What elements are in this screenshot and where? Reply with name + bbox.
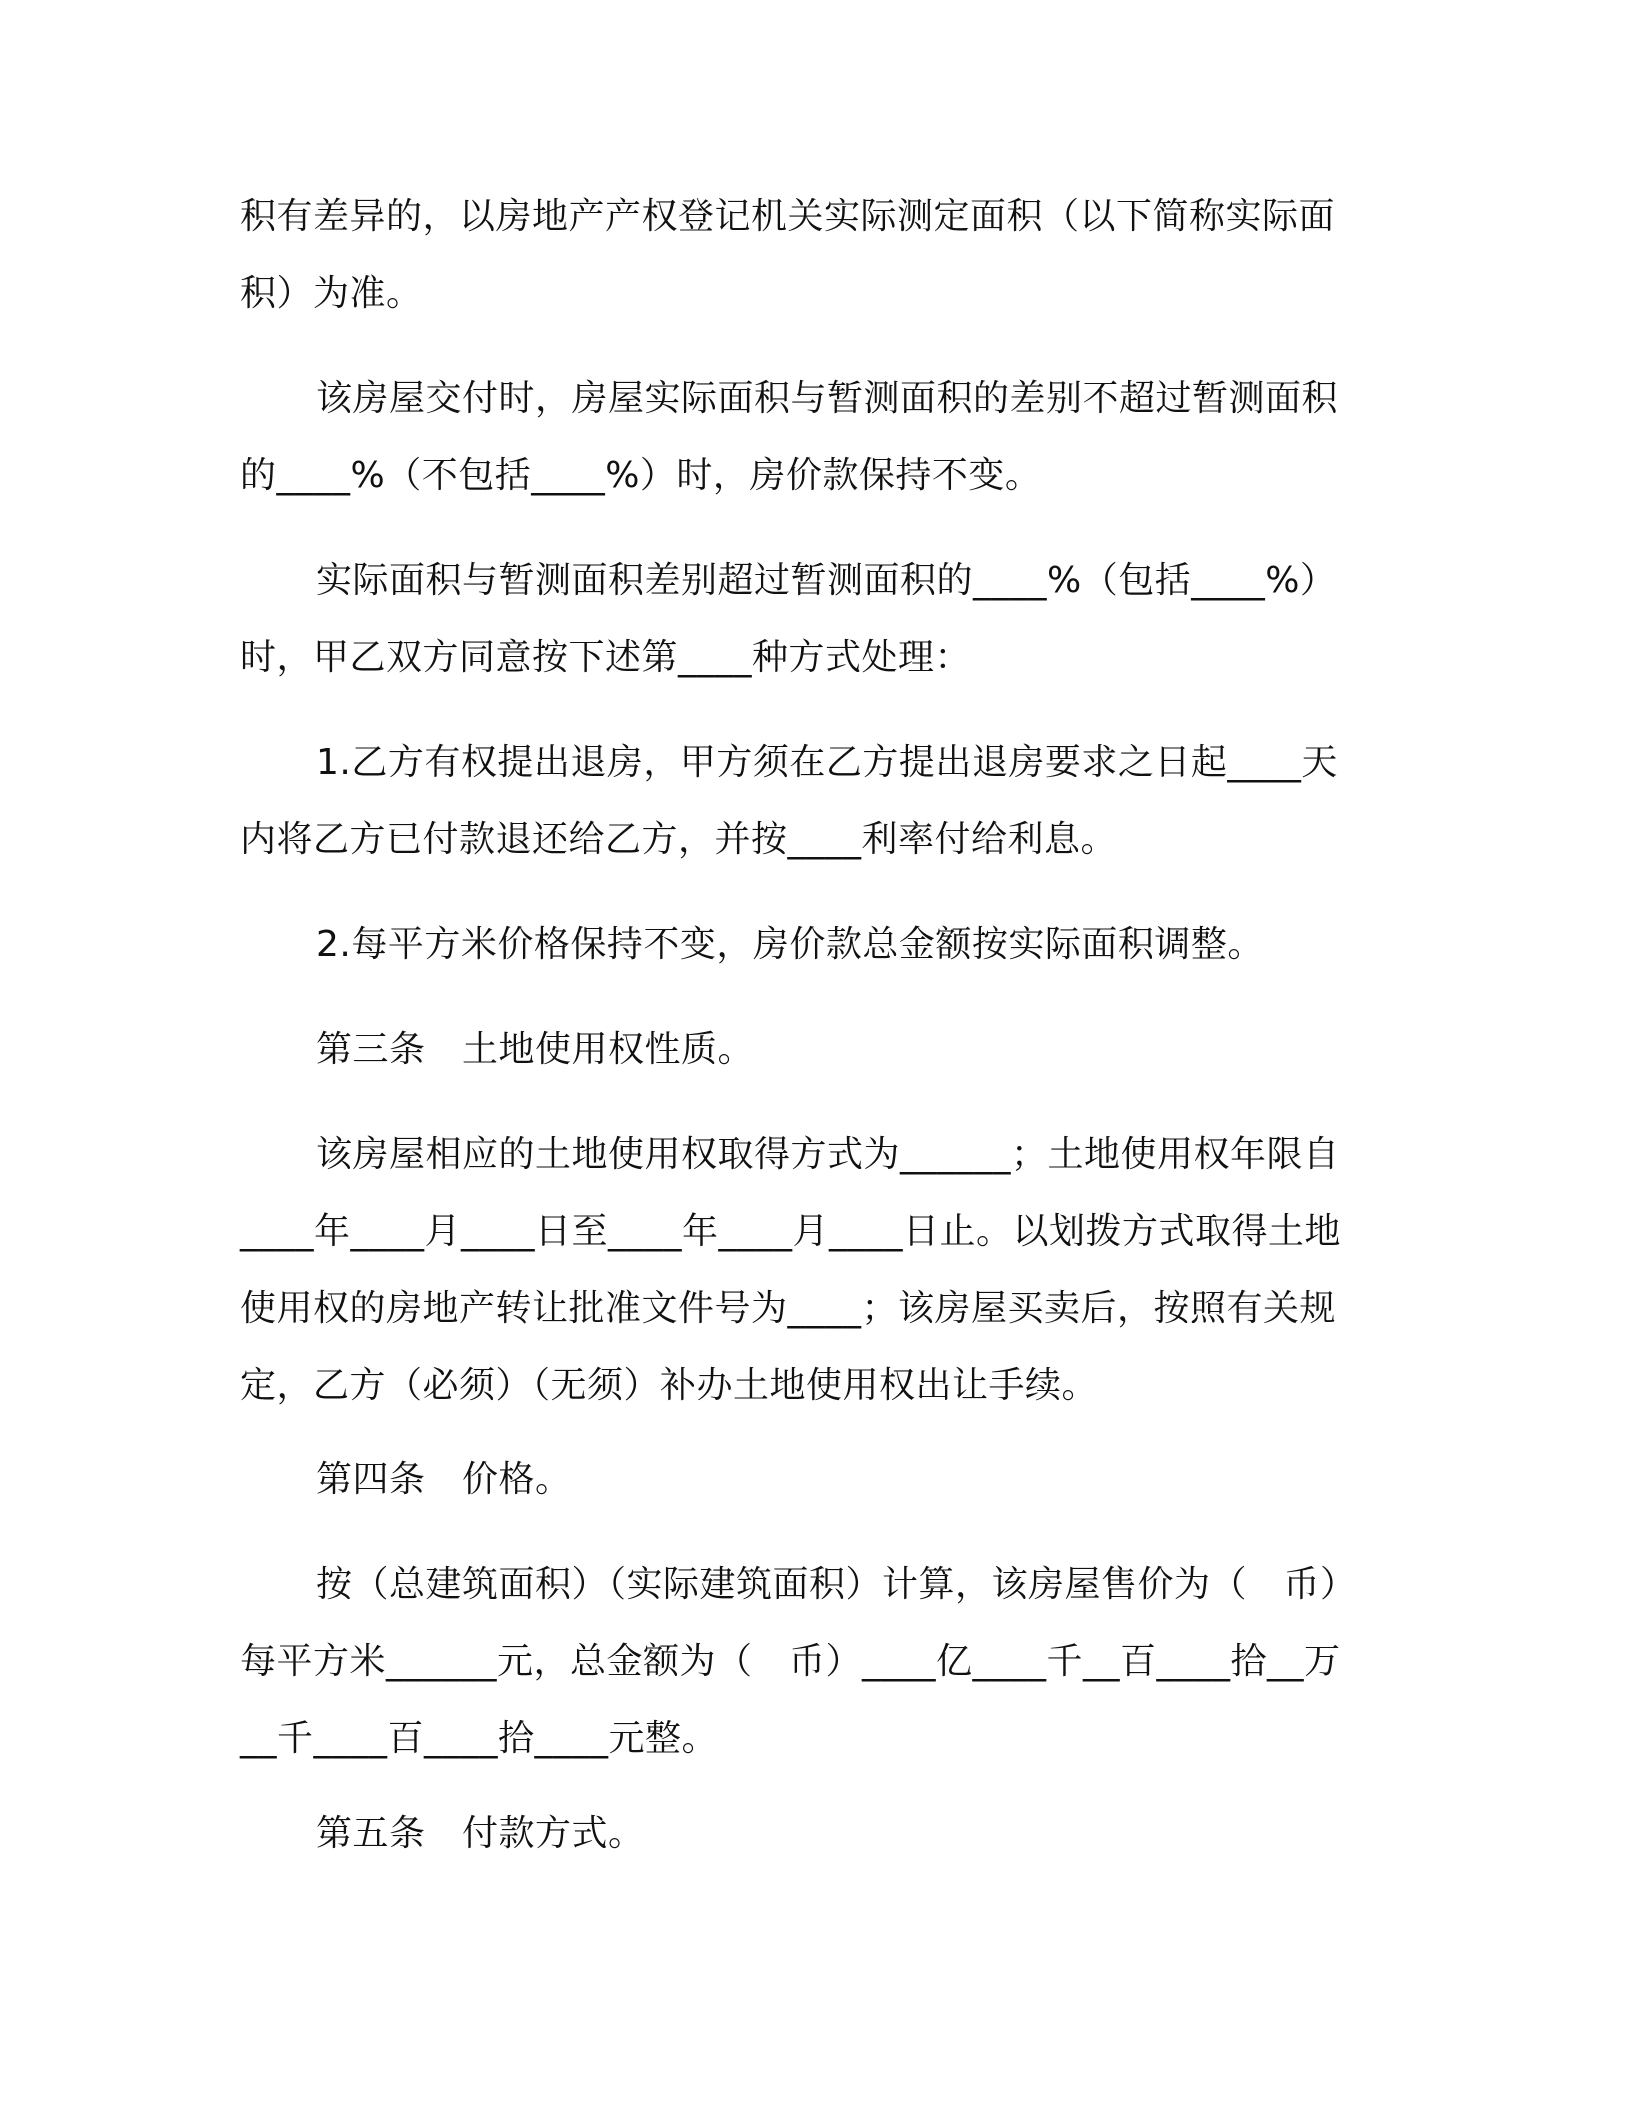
paragraph-area-measurement — [240, 178, 1380, 332]
article-5-heading — [240, 1795, 1380, 1872]
paragraph-option-1 — [240, 724, 1380, 878]
paragraph-option-2 — [240, 906, 1380, 983]
text-line: 积）为准。 — [240, 273, 423, 314]
article-3-heading — [240, 1011, 1380, 1088]
text-line: 使用权的房地产转让批准文件号为____；该房屋买卖后，按照有关规 — [240, 1288, 1337, 1329]
text-line: 该房屋交付时，房屋实际面积与暂测面积的差别不超过暂测面积 — [316, 378, 1339, 419]
text-line: 第五条 付款方式。 — [316, 1813, 645, 1854]
paragraph-area-difference-exceeds — [240, 542, 1380, 696]
text-line: 2.每平方米价格保持不变，房价款总金额按实际面积调整。 — [316, 924, 1264, 965]
text-line: 第三条 土地使用权性质。 — [316, 1029, 755, 1070]
text-line: 1.乙方有权提出退房，甲方须在乙方提出退房要求之日起____天 — [316, 742, 1338, 783]
text-line: 每平方米______元，总金额为（ 币）____亿____千__百____拾__万 — [240, 1641, 1341, 1682]
text-line: __千____百____拾____元整。 — [240, 1718, 719, 1759]
text-line: 定，乙方（必须）（无须）补办土地使用权出让手续。 — [240, 1365, 1099, 1406]
text-line: ____年____月____日至____年____月____日止。以划拨方式取得土地 — [240, 1211, 1342, 1252]
paragraph-area-difference-within — [240, 360, 1380, 514]
text-line: 实际面积与暂测面积差别超过暂测面积的____%（包括____%） — [316, 560, 1337, 601]
text-line: 该房屋相应的土地使用权取得方式为______；土地使用权年限自 — [316, 1134, 1340, 1175]
text-line: 的____%（不包括____%）时，房价款保持不变。 — [240, 455, 1042, 496]
article-4-heading — [240, 1441, 1380, 1518]
paragraph-land-use-rights — [240, 1116, 1380, 1424]
text-line: 按（总建筑面积）（实际建筑面积）计算，该房屋售价为（ 币） — [316, 1564, 1357, 1605]
text-line: 内将乙方已付款退还给乙方，并按____利率付给利息。 — [240, 819, 1118, 860]
text-line: 第四条 价格。 — [316, 1459, 572, 1500]
paragraph-price — [240, 1546, 1380, 1777]
text-line: 时，甲乙双方同意按下述第____种方式处理： — [240, 637, 972, 678]
text-line: 积有差异的，以房地产产权登记机关实际测定面积（以下简称实际面 — [240, 196, 1336, 237]
